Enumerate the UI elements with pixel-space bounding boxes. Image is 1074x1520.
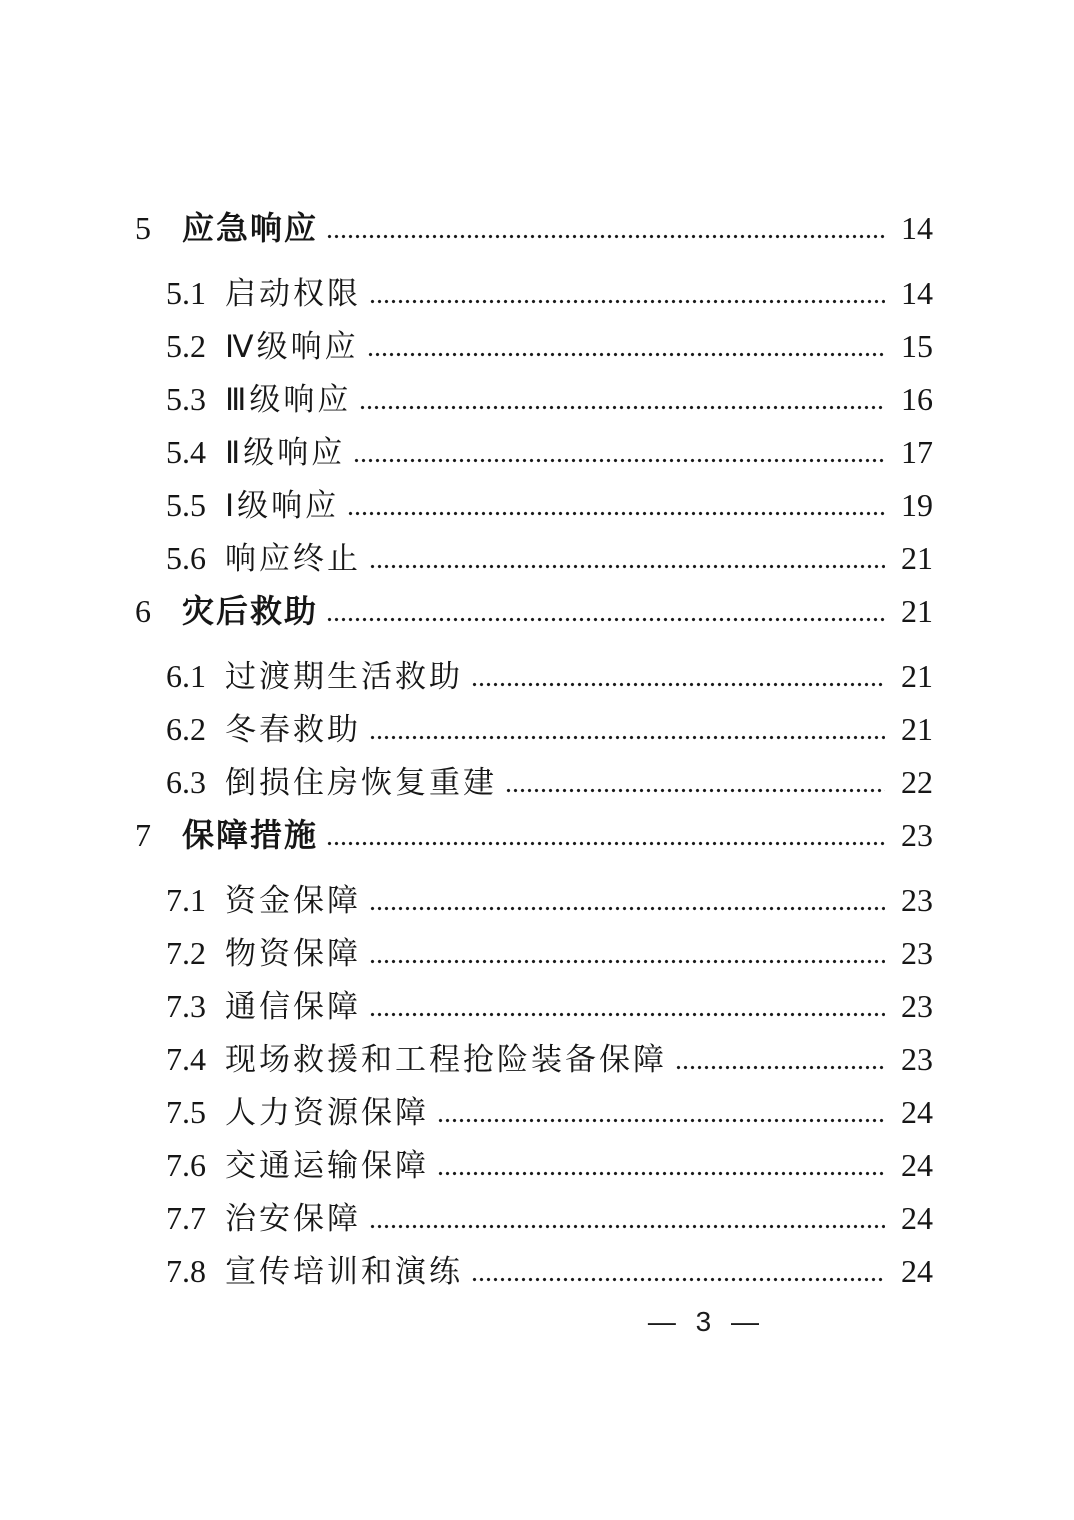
toc-number: 5.1: [166, 275, 206, 311]
toc-number: 5.5: [166, 487, 206, 523]
leader-dots: [505, 788, 885, 793]
toc-entry-7-8: [0, 1253, 933, 1289]
leader-dots: [437, 1171, 885, 1176]
leader-dots: [326, 617, 885, 622]
toc-entry-7-5: [0, 1094, 933, 1130]
toc-label: 通信保障: [225, 989, 361, 1024]
toc-label: Ⅱ级响应: [225, 435, 346, 470]
toc-entry-5-2: [0, 328, 933, 364]
toc-entry-6-3: [0, 764, 933, 800]
toc-label: 灾后救助: [182, 593, 319, 629]
leader-dots: [326, 841, 885, 846]
toc-label: 治安保障: [225, 1201, 361, 1236]
leader-dots: [369, 1012, 885, 1017]
toc-number: 7.3: [166, 988, 206, 1024]
toc-number: 5.2: [166, 328, 206, 364]
toc-label: 现场救援和工程抢险装备保障: [225, 1042, 667, 1077]
leader-dots: [675, 1065, 885, 1070]
toc-entry-7-4: [0, 1041, 933, 1077]
toc-page-number: 14: [901, 210, 933, 246]
toc-label: Ⅳ级响应: [225, 329, 359, 364]
toc-entry-7-6: [0, 1147, 933, 1183]
toc-page-number: 15: [901, 328, 933, 364]
toc-entry-7-1: [0, 882, 933, 918]
leader-dots: [359, 405, 885, 410]
toc-number: 7.2: [166, 935, 206, 971]
toc-entry-5-6: [0, 540, 933, 576]
leader-dots: [369, 959, 885, 964]
toc-page-number: 21: [901, 540, 933, 576]
leader-dots: [369, 906, 885, 911]
leader-dots: [369, 735, 885, 740]
toc-entry-6-2: [0, 711, 933, 747]
toc-label: 倒损住房恢复重建: [225, 765, 497, 800]
toc-number: 7.8: [166, 1253, 206, 1289]
toc-page-number: 23: [901, 817, 933, 853]
toc-entry-5-3: [0, 381, 933, 417]
toc-entry-5-4: [0, 434, 933, 470]
footer-page-number: — 3 —: [647, 1306, 765, 1337]
toc-page-number: 24: [901, 1253, 933, 1289]
toc-entry-7-2: [0, 935, 933, 971]
leader-dots: [369, 299, 885, 304]
toc-page-number: 16: [901, 381, 933, 417]
toc-label: 冬春救助: [225, 712, 361, 747]
toc-page-number: 24: [901, 1147, 933, 1183]
toc-entry-5-1: [0, 275, 933, 311]
toc-label: 启动权限: [225, 276, 361, 311]
toc-entry-7-3: [0, 988, 933, 1024]
toc-page-number: 22: [901, 764, 933, 800]
toc-entry-7-7: [0, 1200, 933, 1236]
leader-dots: [471, 1277, 885, 1282]
toc-label: 响应终止: [225, 541, 361, 576]
toc-page-number: 21: [901, 593, 933, 629]
toc-number: 5.3: [166, 381, 206, 417]
toc-number: 5: [135, 210, 151, 246]
toc-entry-6-1: [0, 658, 933, 694]
toc-page-number: 24: [901, 1094, 933, 1130]
toc-entry-7: [0, 817, 933, 853]
toc-number: 5.4: [166, 434, 206, 470]
toc-entry-6: [0, 593, 933, 629]
toc-page-number: 24: [901, 1200, 933, 1236]
leader-dots: [347, 511, 885, 516]
toc-label: 物资保障: [225, 936, 361, 971]
toc-number: 5.6: [166, 540, 206, 576]
leader-dots: [326, 234, 885, 239]
toc-label: 交通运输保障: [225, 1148, 429, 1183]
toc-number: 6.2: [166, 711, 206, 747]
leader-dots: [437, 1118, 885, 1123]
toc-number: 7.7: [166, 1200, 206, 1236]
toc-page-number: 23: [901, 1041, 933, 1077]
toc-page-number: 23: [901, 988, 933, 1024]
toc-page-number: 14: [901, 275, 933, 311]
toc-number: 7.6: [166, 1147, 206, 1183]
toc-label: 宣传培训和演练: [225, 1254, 463, 1289]
toc-entry-5-5: [0, 487, 933, 523]
leader-dots: [353, 458, 885, 463]
toc-number: 6.3: [166, 764, 206, 800]
toc-label: Ⅰ级响应: [225, 488, 340, 523]
toc-label: 过渡期生活救助: [225, 659, 463, 694]
page-footer: [0, 1306, 933, 1338]
toc-label: 人力资源保障: [225, 1095, 429, 1130]
leader-dots: [369, 564, 885, 569]
leader-dots: [471, 682, 885, 687]
toc-number: 7.4: [166, 1041, 206, 1077]
toc-number: 7.5: [166, 1094, 206, 1130]
toc-number: 7: [135, 817, 151, 853]
toc-label: 应急响应: [182, 210, 319, 246]
toc-label: 资金保障: [225, 883, 361, 918]
toc-number: 7.1: [166, 882, 206, 918]
toc-page-number: 21: [901, 711, 933, 747]
toc-number: 6: [135, 593, 151, 629]
toc-page-number: 19: [901, 487, 933, 523]
toc-page-number: 17: [901, 434, 933, 470]
toc-entry-5: [0, 210, 933, 246]
leader-dots: [369, 1224, 885, 1229]
toc-label: Ⅲ级响应: [225, 382, 352, 417]
toc-label: 保障措施: [182, 817, 319, 853]
leader-dots: [367, 352, 885, 357]
toc-page-number: 21: [901, 658, 933, 694]
toc-page-number: 23: [901, 882, 933, 918]
toc-number: 6.1: [166, 658, 206, 694]
toc-page-number: 23: [901, 935, 933, 971]
